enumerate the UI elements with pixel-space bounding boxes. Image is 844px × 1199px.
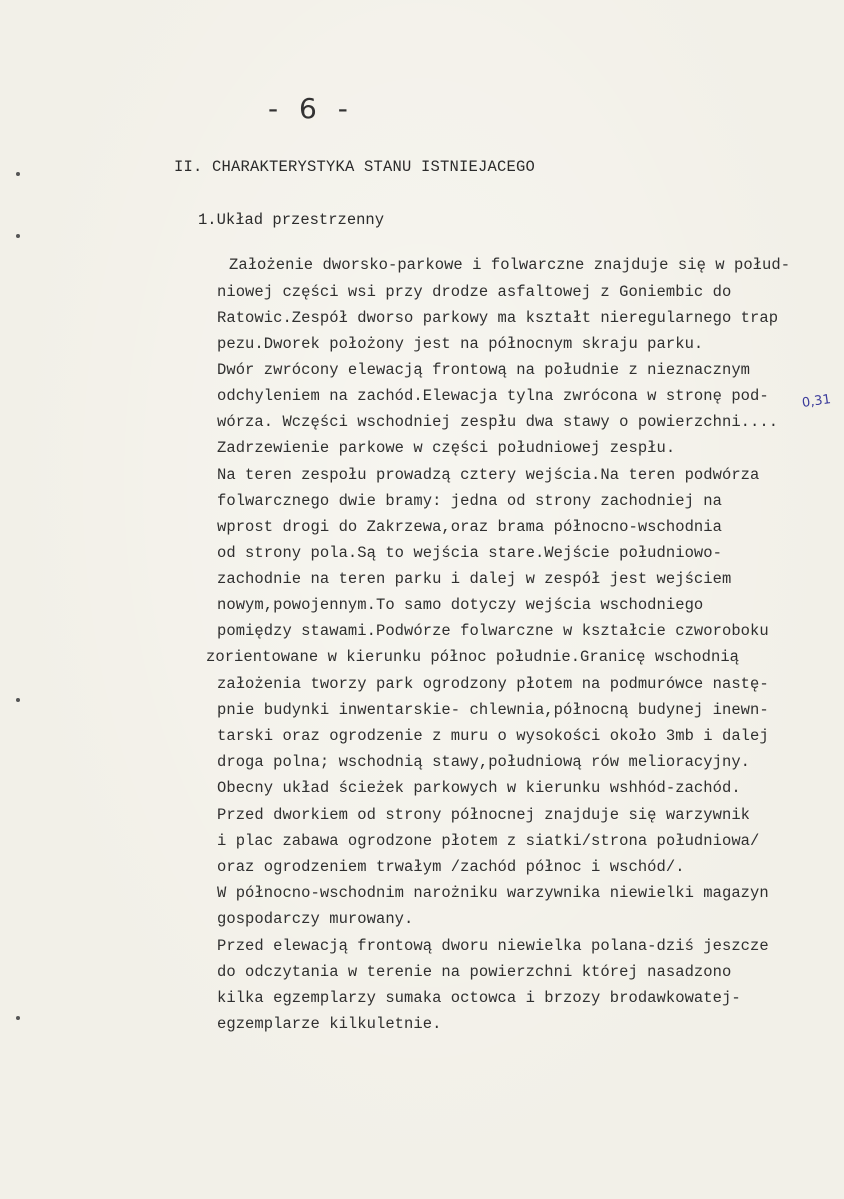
text-line: kilka egzemplarzy sumaka octowca i brzozy brodawkowatej- (217, 989, 741, 1007)
text-line: gospodarczy murowany. (217, 910, 414, 928)
text-line: Przed elewacją frontową dworu niewielka polana-dziś jeszcze (217, 937, 769, 955)
punch-hole-mark (16, 172, 20, 176)
text-line: niowej części wsi przy drodze asfaltowej z Goniembic do (217, 283, 732, 301)
text-line: wprost drogi do Zakrzewa,oraz brama północno-wschodnia (217, 518, 722, 536)
text-line: pomiędzy stawami.Podwórze folwarczne w kształcie czworoboku (217, 622, 769, 640)
text-line: folwarcznego dwie bramy: jedna od strony zachodniej na (217, 492, 722, 510)
text-line: droga polna; wschodnią stawy,południową rów melioracyjny. (217, 753, 751, 771)
punch-hole-mark (16, 234, 20, 238)
text-line: od strony pola.Są to wejścia stare.Wejście południowo- (217, 544, 722, 562)
text-line: nowym,powojennym.To samo dotyczy wejścia wschodniego (217, 596, 704, 614)
page-number: - 6 - (268, 92, 354, 125)
text-line: Założenie dworsko-parkowe i folwarczne znajduje się w połud- (229, 256, 791, 274)
text-line: Obecny układ ścieżek parkowych w kierunku wshhód-zachód. (217, 779, 741, 797)
text-line: egzemplarze kilkuletnie. (217, 1015, 442, 1033)
text-line: tarski oraz ogrodzenie z muru o wysokości około 3mb i dalej (217, 727, 769, 745)
text-line: pnie budynki inwentarskie- chlewnia,północną budynej inewn- (217, 701, 769, 719)
text-line: Ratowic.Zespół dworso parkowy ma kształt nieregularnego trap (217, 309, 779, 327)
text-line: oraz ogrodzeniem trwałym /zachód północ i wschód/. (217, 858, 685, 876)
text-line: Dwór zwrócony elewacją frontową na południe z nieznacznym (217, 361, 751, 379)
text-line: wórza. Wczęści wschodniej zespłu dwa stawy o powierzchni.... (217, 413, 779, 431)
handwritten-margin-note: 0,31 (801, 392, 832, 411)
subsection-heading: 1.Układ przestrzenny (198, 211, 385, 229)
text-line: pezu.Dworek położony jest na północnym skraju parku. (217, 335, 704, 353)
text-line: zachodnie na teren parku i dalej w zespół jest wejściem (217, 570, 732, 588)
text-line: do odczytania w terenie na powierzchni której nasadzono (217, 963, 732, 981)
punch-hole-mark (16, 1016, 20, 1020)
text-line: zorientowane w kierunku północ południe.Granicę wschodnią (206, 648, 740, 666)
section-heading: II. CHARAKTERYSTYKA STANU ISTNIEJACEGO (174, 158, 536, 176)
text-line: W północno-wschodnim narożniku warzywnika niewielki magazyn (217, 884, 769, 902)
text-line: Zadrzewienie parkowe w części południowej zespłu. (217, 439, 676, 457)
text-line: Przed dworkiem od strony północnej znajduje się warzywnik (217, 806, 751, 824)
punch-hole-mark (16, 698, 20, 702)
text-line: odchyleniem na zachód.Elewacja tylna zwrócona w stronę pod- (217, 387, 769, 405)
text-line: Na teren zespołu prowadzą cztery wejścia.Na teren podwórza (217, 466, 760, 484)
text-line: założenia tworzy park ogrodzony płotem na podmurówce nastę- (217, 675, 769, 693)
text-line: i plac zabawa ogrodzone płotem z siatki/strona południowa/ (217, 832, 760, 850)
